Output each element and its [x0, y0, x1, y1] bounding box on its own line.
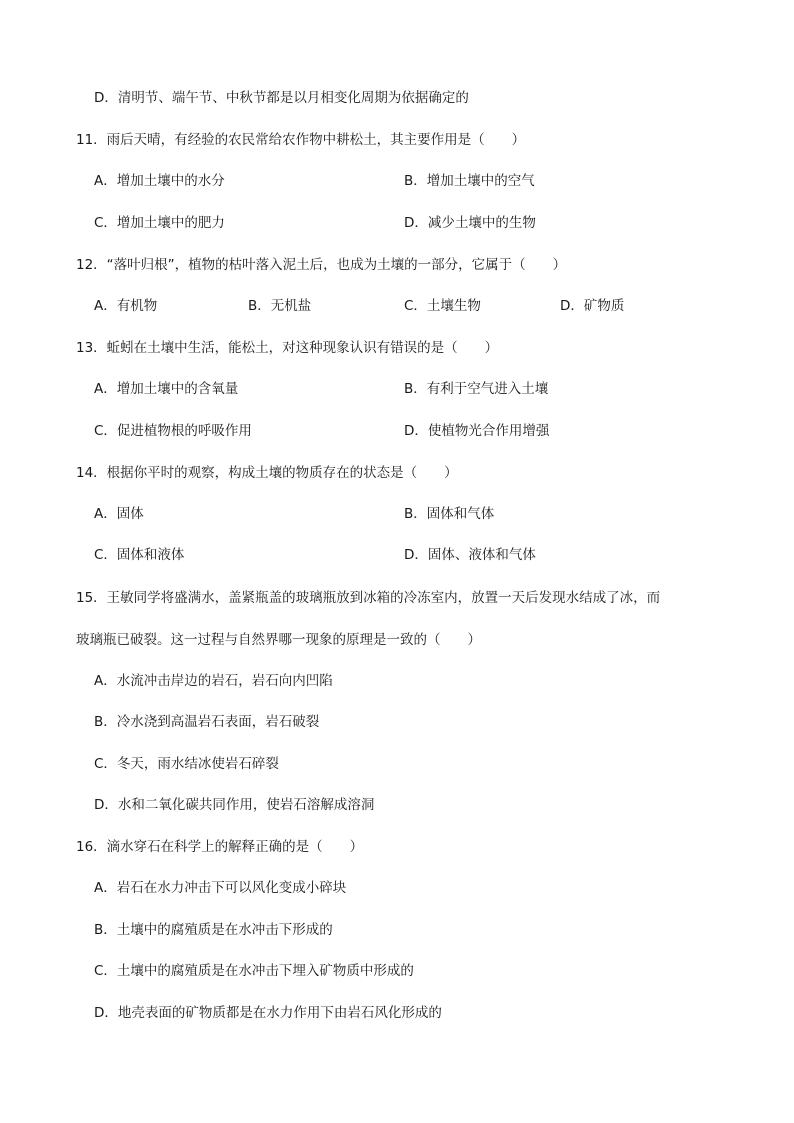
q15-stem-line1: 15．王敏同学将盛满水，盖紧瓶盖的玻璃瓶放到冰箱的冷冻室内，放置一天后发现水结成了冰，而 [76, 590, 661, 606]
q13-stem: 13．蚯蚓在土壤中生活，能松土，对这种现象认识有错误的是（ ） [76, 340, 499, 356]
q15-option-b: B．冷水浇到高温岩石表面，岩石破裂 [94, 714, 320, 730]
q11-option-b: B．增加土壤中的空气 [404, 173, 535, 189]
q14-option-c: C．固体和液体 [94, 547, 185, 563]
q16-stem: 16．滴水穿石在科学上的解释正确的是（ ） [76, 839, 364, 855]
q15-option-c: C．冬天，雨水结冰使岩石碎裂 [94, 756, 279, 772]
q13-option-c: C．促进植物根的呼吸作用 [94, 423, 252, 439]
q12-stem: 12．“落叶归根”，植物的枯叶落入泥土后，也成为土壤的一部分，它属于（ ） [76, 257, 567, 273]
q12-option-b: B．无机盐 [248, 298, 312, 314]
q14-option-d: D．固体、液体和气体 [404, 547, 536, 563]
q12-option-d: D．矿物质 [560, 298, 625, 314]
q13-option-a: A．增加土壤中的含氧量 [94, 381, 239, 397]
q11-option-c: C．增加土壤中的肥力 [94, 215, 225, 231]
q14-option-b: B．固体和气体 [404, 506, 495, 522]
q15-option-a: A．水流冲击岸边的岩石，岩石向内凹陷 [94, 673, 333, 689]
q11-option-d: D．减少土壤中的生物 [404, 215, 536, 231]
q11-stem: 11．雨后天晴，有经验的农民常给农作物中耕松土，其主要作用是（ ） [76, 132, 526, 148]
q12-option-a: A．有机物 [94, 298, 158, 314]
q12-option-c: C．土壤生物 [404, 298, 481, 314]
q16-option-d: D．地壳表面的矿物质都是在水力作用下由岩石风化形成的 [94, 1005, 442, 1021]
q15-stem-line2: 玻璃瓶已破裂。这一过程与自然界哪一现象的原理是一致的（ ） [76, 632, 481, 648]
q15-option-d: D．水和二氧化碳共同作用，使岩石溶解成溶洞 [94, 797, 375, 813]
q10-option-d: D．清明节、端午节、中秋节都是以月相变化周期为依据确定的 [94, 90, 469, 106]
q11-option-a: A．增加土壤中的水分 [94, 173, 225, 189]
q13-option-b: B．有利于空气进入土壤 [404, 381, 549, 397]
q16-option-c: C．土壤中的腐殖质是在水冲击下埋入矿物质中形成的 [94, 963, 414, 979]
q16-option-b: B．土壤中的腐殖质是在水冲击下形成的 [94, 922, 333, 938]
q13-option-d: D．使植物光合作用增强 [404, 423, 550, 439]
q14-stem: 14．根据你平时的观察，构成土壤的物质存在的状态是（ ） [76, 465, 458, 481]
q16-option-a: A．岩石在水力冲击下可以风化变成小碎块 [94, 880, 347, 896]
q14-option-a: A．固体 [94, 506, 144, 522]
